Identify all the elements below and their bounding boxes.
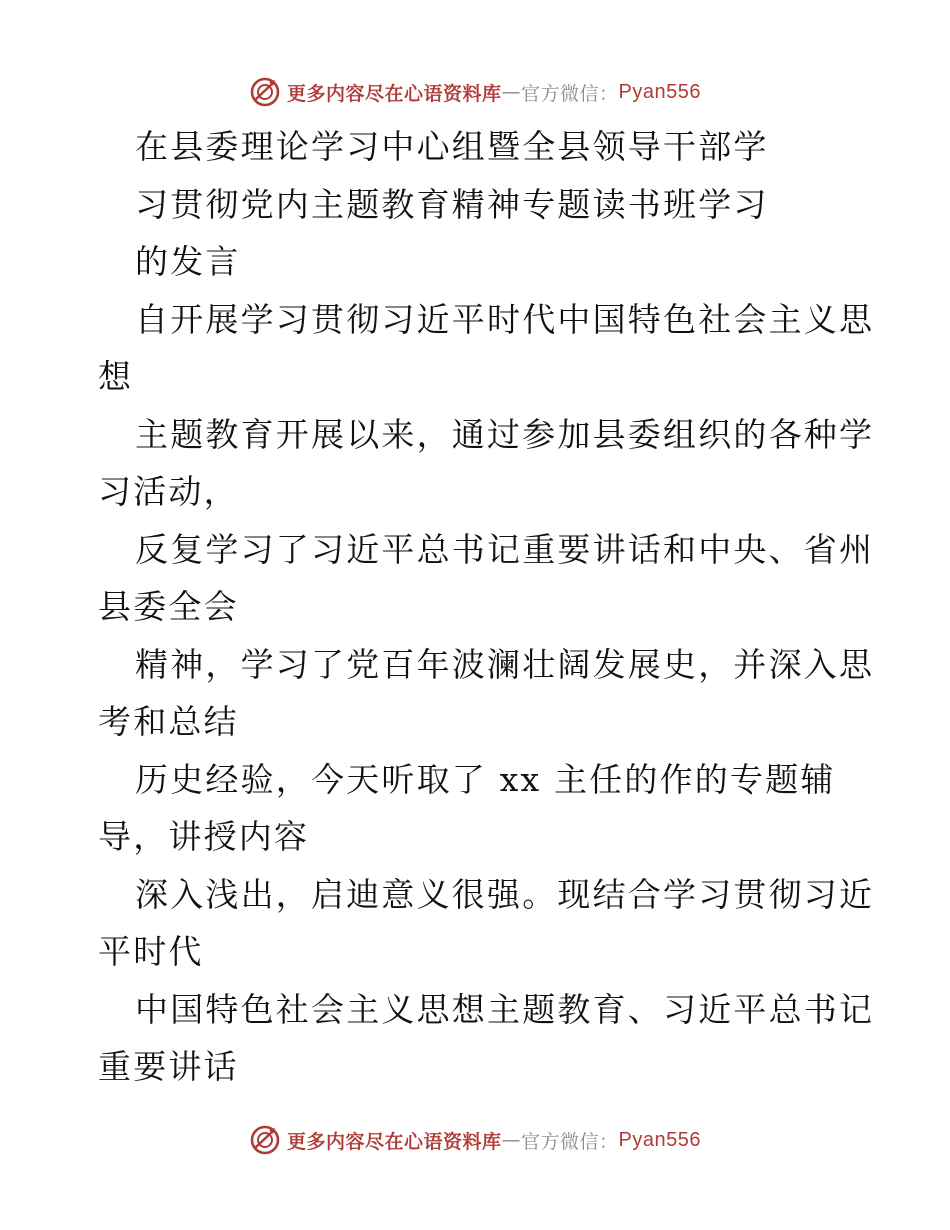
document-line: 历史经验，今天听取了 xx 主任的作的专题辅	[135, 759, 836, 799]
red-seal-logo-icon	[249, 1124, 281, 1156]
document-line: 导，讲授内容	[98, 817, 310, 856]
document-line: 的发言	[135, 242, 241, 281]
header-wechat-label: 官方微信：	[521, 82, 619, 105]
footer-banner	[0, 1120, 950, 1160]
document-line: 习活动，	[98, 472, 239, 511]
document-body	[98, 118, 875, 1096]
document-line: 重要讲话	[98, 1047, 239, 1086]
header-wechat-id: Pyan556	[618, 80, 701, 103]
footer-wechat-id: Pyan556	[618, 1128, 701, 1151]
document-line: 县委全会	[98, 587, 239, 626]
header-brand-text: 更多内容尽在心语资料库	[287, 82, 502, 105]
header-banner	[0, 72, 950, 112]
document-line: 习贯彻党内主题教育精神专题读书班学习	[135, 184, 769, 224]
document-line: 主题教育开展以来，通过参加县委组织的各种学	[135, 414, 875, 454]
document-line: 精神，学习了党百年波澜壮阔发展史，并深入思	[135, 644, 875, 684]
document-line: 考和总结	[98, 702, 239, 741]
footer-wechat-label: 官方微信：	[521, 1130, 619, 1153]
document-line: 中国特色社会主义思想主题教育、习近平总书记	[135, 989, 875, 1029]
red-seal-logo-icon	[249, 76, 281, 108]
header-separator: —	[501, 81, 522, 103]
document-line: 自开展学习贯彻习近平时代中国特色社会主义思	[135, 299, 875, 339]
footer-separator: —	[501, 1129, 522, 1151]
document-line: 在县委理论学习中心组暨全县领导干部学	[135, 127, 769, 166]
document-line: 平时代	[98, 932, 204, 971]
document-line: 深入浅出，启迪意义很强。现结合学习贯彻习近	[135, 874, 875, 914]
footer-brand-text: 更多内容尽在心语资料库	[287, 1130, 502, 1153]
document-line: 反复学习了习近平总书记重要讲话和中央、省州	[135, 529, 875, 569]
document-line: 想	[98, 357, 134, 396]
